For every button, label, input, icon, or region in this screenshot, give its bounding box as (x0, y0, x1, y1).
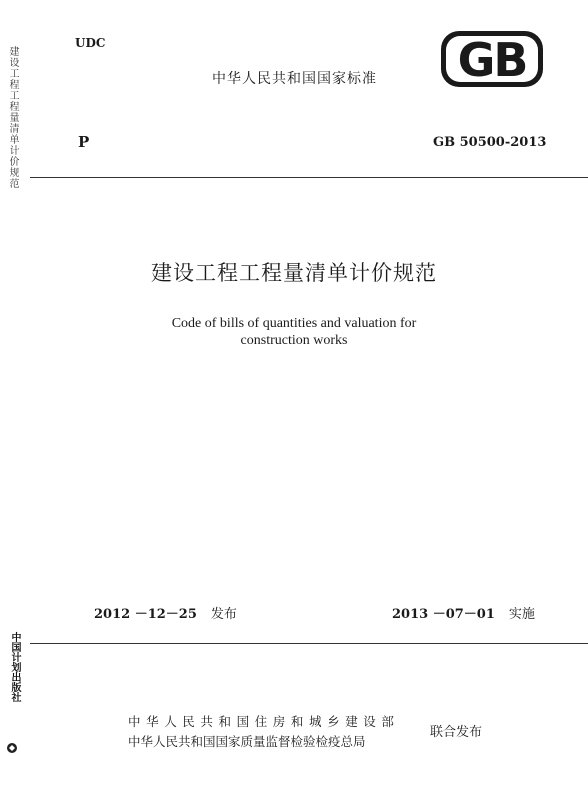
spine-title: 建设工程工程量清单计价规范 (7, 46, 18, 189)
title-english (0, 315, 588, 349)
publisher-logo-icon (6, 742, 18, 754)
spine-publisher: 中国计划出版社 (9, 632, 20, 702)
classification-code: P (78, 133, 90, 151)
implement-date-block (392, 603, 535, 622)
joint-issue-label: 联合发布 (430, 725, 483, 740)
issuer-2: 中华人民共和国国家质量监督检验检疫总局 (128, 734, 366, 749)
gb-logo-icon (440, 30, 544, 88)
issue-date: 2012 －12－25 (94, 607, 197, 622)
issue-label: 发布 (210, 607, 237, 622)
issuer-list (128, 712, 400, 752)
issue-date-block (94, 603, 237, 622)
standard-number: GB 50500-2013 (433, 135, 547, 150)
title-chinese: 建设工程工程量清单计价规范 (151, 261, 437, 285)
implement-label: 实施 (508, 607, 535, 622)
gb-logo-text: GB (457, 33, 527, 87)
top-divider (30, 177, 588, 178)
title-english-line1: Code of bills of quantities and valuation for (171, 316, 417, 331)
implement-date: 2013 －07－01 (392, 607, 495, 622)
bottom-divider (30, 643, 588, 644)
udc-label: UDC (75, 36, 106, 50)
standard-category: 中华人民共和国国家标准 (212, 71, 377, 87)
issuer-1: 中华人民共和国住房和城乡建设部 (128, 714, 400, 729)
title-english-line2: construction works (240, 333, 348, 348)
